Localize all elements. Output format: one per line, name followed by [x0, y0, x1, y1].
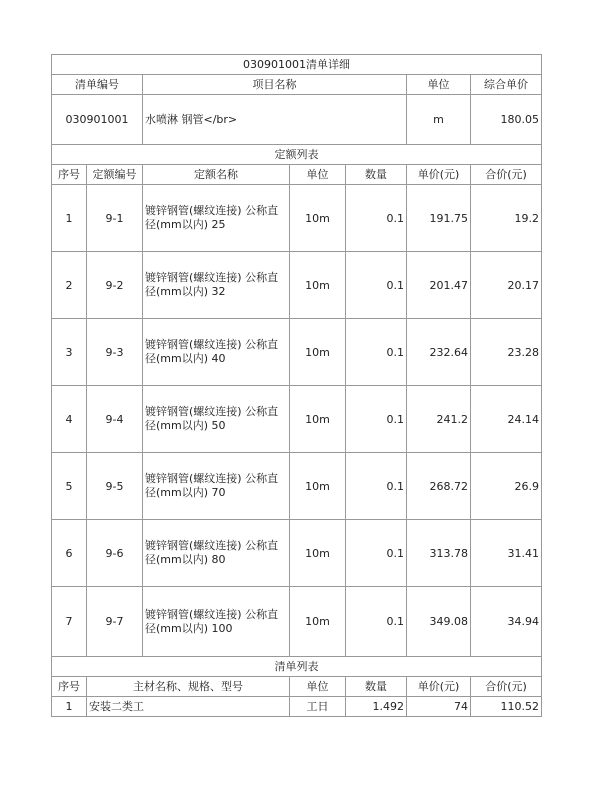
- material-unit-header: 单位: [290, 677, 346, 697]
- table-row: [52, 185, 542, 252]
- quota-seq: 1: [52, 185, 87, 252]
- quota-total: 20.17: [471, 252, 542, 319]
- quota-seq: 4: [52, 386, 87, 453]
- quota-price: 232.64: [407, 319, 471, 386]
- quota-name: 镀锌钢管(螺纹连接) 公称直径(mm以内) 70: [143, 453, 290, 520]
- quota-total: 31.41: [471, 520, 542, 587]
- quota-qty: 0.1: [346, 252, 407, 319]
- quota-code: 9-5: [87, 453, 143, 520]
- quota-name: 镀锌钢管(螺纹连接) 公称直径(mm以内) 40: [143, 319, 290, 386]
- quota-unit-header: 单位: [290, 165, 346, 185]
- material-unit: 工日: [290, 697, 346, 717]
- quota-total: 34.94: [471, 587, 542, 657]
- material-qty-header: 数量: [346, 677, 407, 697]
- quota-price: 201.47: [407, 252, 471, 319]
- material-price-header: 单价(元): [407, 677, 471, 697]
- quota-unit: 10m: [290, 252, 346, 319]
- quota-name: 镀锌钢管(螺纹连接) 公称直径(mm以内) 80: [143, 520, 290, 587]
- table-row: [52, 453, 542, 520]
- quota-seq: 6: [52, 520, 87, 587]
- table-row: [52, 252, 542, 319]
- quota-seq: 3: [52, 319, 87, 386]
- quota-name: 镀锌钢管(螺纹连接) 公称直径(mm以内) 100: [143, 587, 290, 657]
- quota-price: 313.78: [407, 520, 471, 587]
- table-row: [52, 587, 542, 657]
- quota-total: 19.2: [471, 185, 542, 252]
- material-price: 74: [407, 697, 471, 717]
- bill-code: 030901001: [52, 95, 143, 145]
- quota-name: 镀锌钢管(螺纹连接) 公称直径(mm以内) 25: [143, 185, 290, 252]
- quota-code-header: 定额编号: [87, 165, 143, 185]
- quota-code: 9-3: [87, 319, 143, 386]
- quota-price: 268.72: [407, 453, 471, 520]
- quota-total: 24.14: [471, 386, 542, 453]
- quota-unit: 10m: [290, 386, 346, 453]
- material-name-header: 主材名称、规格、型号: [87, 677, 290, 697]
- quota-name: 镀锌钢管(螺纹连接) 公称直径(mm以内) 32: [143, 252, 290, 319]
- quota-qty: 0.1: [346, 185, 407, 252]
- quota-qty: 0.1: [346, 386, 407, 453]
- quota-code: 9-2: [87, 252, 143, 319]
- bill-name: 水喷淋 钢管</br>: [143, 95, 407, 145]
- table-title: 030901001清单详细: [52, 55, 542, 75]
- material-qty: 1.492: [346, 697, 407, 717]
- quota-seq-header: 序号: [52, 165, 87, 185]
- quota-seq: 2: [52, 252, 87, 319]
- quota-price: 191.75: [407, 185, 471, 252]
- quota-total-header: 合价(元): [471, 165, 542, 185]
- quota-qty-header: 数量: [346, 165, 407, 185]
- quota-total: 26.9: [471, 453, 542, 520]
- quota-qty: 0.1: [346, 520, 407, 587]
- quota-unit: 10m: [290, 520, 346, 587]
- table-row: [52, 520, 542, 587]
- quota-qty: 0.1: [346, 319, 407, 386]
- material-total: 110.52: [471, 697, 542, 717]
- quota-unit: 10m: [290, 453, 346, 520]
- quota-seq: 7: [52, 587, 87, 657]
- material-seq-header: 序号: [52, 677, 87, 697]
- quota-qty: 0.1: [346, 587, 407, 657]
- quota-unit: 10m: [290, 587, 346, 657]
- quota-price: 349.08: [407, 587, 471, 657]
- bill-code-header: 清单编号: [52, 75, 143, 95]
- quota-unit: 10m: [290, 185, 346, 252]
- bill-unit-header: 单位: [407, 75, 471, 95]
- bill-name-header: 项目名称: [143, 75, 407, 95]
- bill-price: 180.05: [471, 95, 542, 145]
- quota-price: 241.2: [407, 386, 471, 453]
- material-name: 安装二类工: [87, 697, 290, 717]
- quota-unit: 10m: [290, 319, 346, 386]
- bill-detail-table: [51, 54, 542, 717]
- quota-code: 9-1: [87, 185, 143, 252]
- bill-unit: m: [407, 95, 471, 145]
- quota-seq: 5: [52, 453, 87, 520]
- quota-total: 23.28: [471, 319, 542, 386]
- quota-code: 9-6: [87, 520, 143, 587]
- bill-price-header: 综合单价: [471, 75, 542, 95]
- quota-code: 9-7: [87, 587, 143, 657]
- quota-section-title: 定额列表: [52, 145, 542, 165]
- quota-qty: 0.1: [346, 453, 407, 520]
- quota-code: 9-4: [87, 386, 143, 453]
- quota-name-header: 定额名称: [143, 165, 290, 185]
- table-row: [52, 386, 542, 453]
- material-total-header: 合价(元): [471, 677, 542, 697]
- quota-price-header: 单价(元): [407, 165, 471, 185]
- quota-name: 镀锌钢管(螺纹连接) 公称直径(mm以内) 50: [143, 386, 290, 453]
- table-row: [52, 697, 542, 717]
- material-seq: 1: [52, 697, 87, 717]
- material-section-title: 清单列表: [52, 657, 542, 677]
- table-row: [52, 319, 542, 386]
